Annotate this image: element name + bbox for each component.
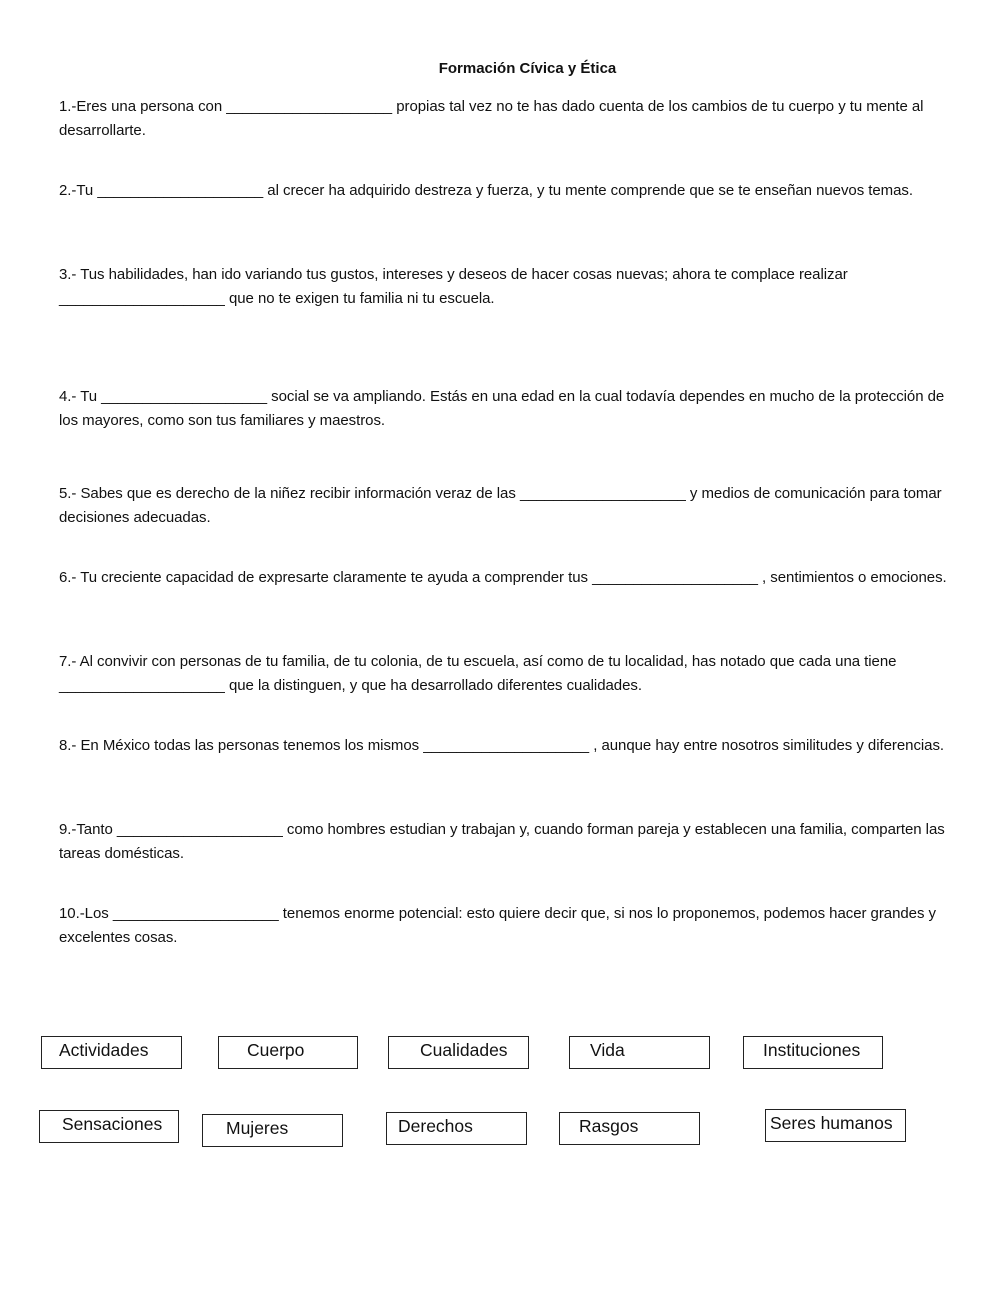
question-6-text-before: 6.- Tu creciente capacidad de expresarte claramente te ayuda a comprender tus — [59, 569, 593, 586]
question-3-text-after: que no te exigen tu familia ni tu escuela. — [224, 290, 495, 307]
question-7-text-after: que la distinguen, y que ha desarrollado diferentes cualidades. — [224, 677, 642, 694]
question-8-text-before: 8.- En México todas las personas tenemos los mismos — [59, 737, 424, 754]
question-7-blank[interactable]: ____________________ — [59, 677, 225, 694]
question-10-text-after: tenemos enorme potencial: esto quiere decir que, si nos lo proponemos, podemos hacer grandes y excelentes cosas. — [59, 905, 936, 946]
word-bank-mujeres[interactable] — [202, 1114, 343, 1147]
question-6-text-after: , sentimientos o emociones. — [757, 569, 947, 586]
word-bank-actividades[interactable] — [41, 1036, 182, 1069]
word-bank-cualidades[interactable] — [388, 1036, 529, 1069]
page-title: Formación Cívica y Ética — [438, 60, 617, 77]
question-5-blank[interactable]: ____________________ — [519, 485, 686, 502]
question-1-text-after: propias tal vez no te has dado cuenta de los cambios de tu cuerpo y tu mente al desarrollarte. — [59, 98, 924, 139]
question-6-blank[interactable]: ____________________ — [592, 569, 758, 586]
question-4-text-after: social se va ampliando. Estás en una edad en la cual todavía dependes en mucho de la protección de los mayores, como son tus familiares y maestros. — [59, 388, 945, 429]
word-bank-label: Cuerpo — [247, 1040, 305, 1060]
question-1 — [59, 95, 949, 143]
question-6 — [59, 566, 949, 590]
word-bank-instituciones[interactable] — [743, 1036, 883, 1069]
question-9-text-before: 9.-Tanto — [59, 821, 117, 838]
question-2-text-after: al crecer ha adquirido destreza y fuerza, y tu mente comprende que se te enseñan nuevos temas. — [263, 182, 913, 199]
question-4-text-before: 4.- Tu — [59, 388, 102, 405]
question-3-text-before: 3.- Tus habilidades, han ido variando tus gustos, intereses y deseos de hacer cosas nuevas; ahora te complace realizar — [59, 266, 848, 283]
question-5 — [59, 482, 949, 530]
question-8-blank[interactable]: ____________________ — [423, 737, 590, 754]
word-bank-seres-humanos[interactable] — [765, 1109, 906, 1142]
question-7 — [59, 650, 949, 698]
question-2-text-before: 2.-Tu — [59, 182, 98, 199]
word-bank-derechos[interactable] — [386, 1112, 527, 1145]
word-bank-label: Instituciones — [763, 1040, 861, 1060]
question-8-text-after: , aunque hay entre nosotros similitudes y diferencias. — [589, 737, 945, 754]
word-bank-label: Actividades — [59, 1040, 149, 1060]
question-4 — [59, 385, 949, 433]
question-1-text-before: 1.-Eres una persona con — [59, 98, 227, 115]
question-8 — [59, 734, 949, 758]
word-bank-label: Cualidades — [420, 1040, 508, 1060]
question-4-blank[interactable]: ____________________ — [101, 388, 268, 405]
question-9-blank[interactable]: ____________________ — [116, 821, 283, 838]
word-bank-rasgos[interactable] — [559, 1112, 700, 1145]
question-7-text-before: 7.- Al convivir con personas de tu familia, de tu colonia, de tu escuela, así como de tu localidad, has notado que cada una tiene — [59, 653, 897, 670]
question-10 — [59, 902, 949, 950]
word-bank-label: Rasgos — [579, 1116, 639, 1136]
word-bank-label: Sensaciones — [62, 1114, 163, 1134]
word-bank-sensaciones[interactable] — [39, 1110, 179, 1143]
question-10-blank[interactable]: ____________________ — [112, 905, 279, 922]
word-bank-cuerpo[interactable] — [218, 1036, 358, 1069]
question-2-blank[interactable]: ____________________ — [97, 182, 264, 199]
word-bank-label: Vida — [590, 1040, 625, 1060]
question-3 — [59, 263, 949, 311]
question-2 — [59, 179, 949, 203]
word-bank-vida[interactable] — [569, 1036, 710, 1069]
word-bank-label: Mujeres — [226, 1118, 289, 1138]
question-3-blank[interactable]: ____________________ — [59, 290, 225, 307]
word-bank-label: Seres humanos — [770, 1113, 893, 1133]
question-9-text-after: como hombres estudian y trabajan y, cuando forman pareja y establecen una familia, comparten las tareas domésticas. — [59, 821, 945, 862]
question-9 — [59, 818, 949, 866]
question-5-text-before: 5.- Sabes que es derecho de la niñez recibir información veraz de las — [59, 485, 520, 502]
question-10-text-before: 10.-Los — [59, 905, 113, 922]
question-1-blank[interactable]: ____________________ — [226, 98, 393, 115]
word-bank-label: Derechos — [398, 1116, 473, 1136]
question-5-text-after: y medios de comunicación para tomar decisiones adecuadas. — [59, 485, 942, 526]
